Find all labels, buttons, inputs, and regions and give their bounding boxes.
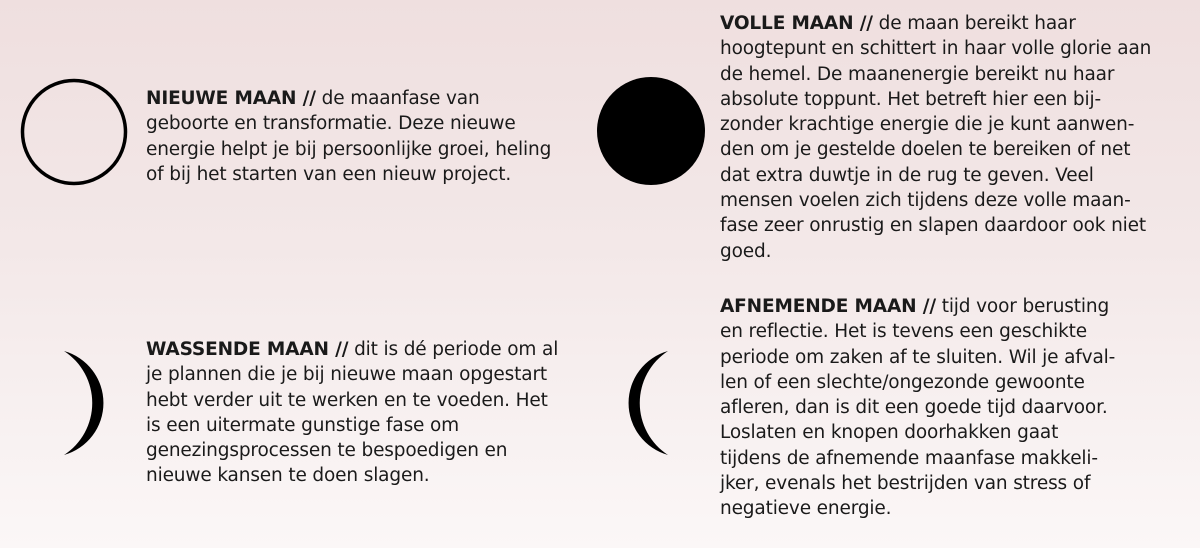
phase-text-line: de hemel. De maanenergie bereikt nu haar [720, 63, 1115, 85]
phase-text-line: is een uitermate gunstige fase om [146, 414, 460, 436]
phase-title: NIEUWE MAAN // [146, 88, 316, 109]
new-moon-icon [20, 78, 128, 186]
phase-nieuwe-maan [146, 86, 551, 187]
phase-text-line: of bij het starten van een nieuw project. [146, 163, 512, 185]
phase-text: dit is dé periode om al [348, 339, 559, 360]
phase-text-line: negatieve energie. [720, 498, 892, 520]
phase-text-line: Loslaten en knopen doorhakken gaat [720, 422, 1059, 444]
phase-text-line: den om je gestelde doelen te bereiken of net [720, 139, 1131, 161]
waning-moon-icon [594, 347, 674, 459]
phase-text-line: genezingsprocessen te bespoedigen en [146, 440, 508, 462]
phase-afnemende-maan [720, 294, 1115, 522]
phase-text-line: fase zeer onrustig en slapen daardoor ook niet [720, 215, 1146, 237]
phase-volle-maan [720, 11, 1151, 264]
phase-text-line: energie helpt je bij persoonlijke groei, heling [146, 138, 552, 160]
phase-text-line: hoogtepunt en schittert in haar volle glorie aan [720, 38, 1152, 60]
phase-text-line: nieuwe kansen te doen slagen. [146, 465, 430, 487]
phase-text: de maan bereikt haar [872, 13, 1076, 34]
waxing-moon-icon [58, 347, 138, 459]
phase-wassende-maan [146, 337, 558, 489]
phase-text-line: periode om zaken af te sluiten. Wil je afval- [720, 346, 1116, 368]
phase-text-line: len of een slechte/ongezonde gewoonte [720, 371, 1085, 393]
phase-text-line: goed. [720, 240, 772, 262]
phase-text-line: tijdens de afnemende maanfase makkeli- [720, 447, 1098, 469]
phase-title: VOLLE MAAN // [720, 13, 873, 34]
phase-text-line: absolute toppunt. Het betreft hier een bij- [720, 88, 1102, 110]
phase-text-line: zonder krachtige energie die je kunt aanwen- [720, 114, 1135, 136]
phase-text-line: je plannen die je bij nieuwe maan opgestart [146, 364, 548, 386]
full-moon-icon [596, 76, 706, 186]
phase-text-line: dat extra duwtje in de rug te geven. Veel [720, 164, 1094, 186]
phase-text-line: afleren, dan is dit een goede tijd daarvoor. [720, 397, 1108, 419]
phase-text-line: mensen voelen zich tijdens deze volle maan- [720, 190, 1131, 212]
phase-text: tijd voor berusting [935, 296, 1110, 317]
phase-title: AFNEMENDE MAAN // [720, 296, 936, 317]
phase-text-line: geboorte en transformatie. Deze nieuwe [146, 113, 516, 135]
phase-text: de maanfase van [315, 88, 480, 109]
phase-text-line: en reflectie. Het is tevens een geschikte [720, 321, 1087, 343]
phase-text-line: hebt verder uit te werken en te voeden. Het [146, 389, 548, 411]
phase-title: WASSENDE MAAN // [146, 339, 349, 360]
phase-text-line: jker, evenals het bestrijden van stress of [720, 473, 1091, 495]
